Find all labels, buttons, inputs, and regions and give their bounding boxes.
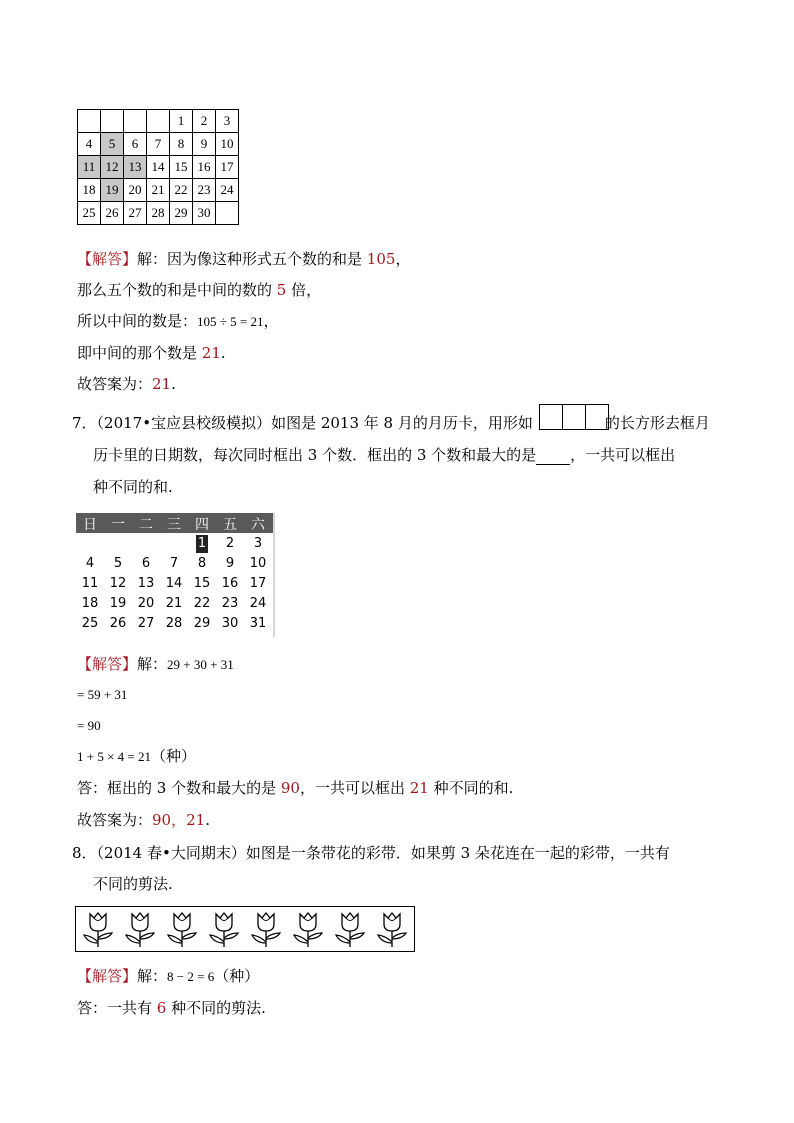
text: 8．（2014 春•大同期末）如图是一条带花的彩带．如果剪 3 朵花连在一起的彩带，一共有 (72, 844, 670, 862)
calendar-header (76, 513, 274, 533)
cal1-cell: 26 (101, 202, 124, 225)
text: 种不同的剪法. (166, 999, 266, 1017)
calendar-day: 9 (225, 556, 235, 571)
cal1-cell (101, 110, 124, 133)
cal1-cell: 18 (78, 179, 101, 202)
cal1-cell: 4 (78, 133, 101, 156)
question7-line2 (93, 445, 675, 465)
cal1-cell-shaded: 5 (101, 133, 124, 156)
cal1-cell-shaded: 12 (101, 156, 124, 179)
text: ，一共可以框出 (299, 779, 410, 797)
tulip-icon (204, 909, 244, 949)
text: ， (263, 312, 279, 330)
answer-label: 【解答】 (77, 250, 138, 268)
question8-line2 (93, 874, 173, 894)
flower-ribbon (75, 906, 415, 952)
tulip-icon (372, 909, 412, 949)
text: （种） (151, 747, 197, 765)
calendar-day: 28 (165, 616, 183, 631)
calendar-day: 2 (225, 536, 235, 551)
text: 种不同的和. (93, 478, 173, 496)
calendar-day: 19 (109, 596, 127, 611)
text: 的长方形去框月 (604, 414, 710, 432)
cal1-cell: 8 (170, 133, 193, 156)
cal1-cell: 22 (170, 179, 193, 202)
cal1-cell (216, 202, 239, 225)
text: 解：因为像这种形式五个数的和是 (137, 250, 367, 268)
text: . (220, 344, 226, 362)
value: 90，21 (152, 811, 206, 829)
value: 21 (152, 375, 172, 393)
weekday-label: 一 (111, 517, 125, 533)
answer7-line1 (77, 654, 234, 675)
answer6-line4 (77, 343, 226, 363)
value: 6 (156, 999, 167, 1017)
weekday-label: 二 (139, 517, 153, 533)
answer6-line3 (77, 311, 279, 332)
answer-blank (536, 448, 570, 465)
cal1-cell: 24 (216, 179, 239, 202)
calendar-day: 13 (137, 576, 155, 591)
text: 倍， (286, 281, 322, 299)
cal1-cell: 9 (193, 133, 216, 156)
value: 90 (280, 779, 300, 797)
calendar-day: 31 (249, 616, 267, 631)
weekday-label: 四 (195, 517, 209, 533)
question7-line3 (93, 477, 173, 497)
calendar-day: 17 (249, 576, 267, 591)
text: ，一共可以框出 (570, 446, 676, 464)
calendar-day: 16 (221, 576, 239, 591)
answer7-line5 (77, 778, 513, 798)
text: （种） (214, 967, 260, 985)
answer6-line2 (77, 280, 321, 300)
question7-line1 (72, 413, 710, 433)
calendar-day: 20 (137, 596, 155, 611)
calendar-day: 4 (85, 556, 95, 571)
math-expression: 8 − 2 = 6 (167, 969, 215, 984)
cal1-cell: 6 (124, 133, 147, 156)
cal1-cell-shaded: 11 (78, 156, 101, 179)
text: 种不同的和. (428, 779, 514, 797)
math-expression: 29 + 30 + 31 (167, 657, 234, 672)
calendar-day: 14 (165, 576, 183, 591)
text: 解： (137, 655, 168, 673)
tulip-icon (330, 909, 370, 949)
value: 21 (409, 779, 429, 797)
weekday-label: 六 (251, 517, 265, 533)
cal1-cell: 16 (193, 156, 216, 179)
cal1-cell: 29 (170, 202, 193, 225)
tulip-icon (120, 909, 160, 949)
three-box-rectangle (539, 404, 609, 430)
cal1-cell: 21 (147, 179, 170, 202)
cal1-cell: 2 (193, 110, 216, 133)
calendar-day: 3 (253, 536, 263, 551)
cal1-cell: 23 (193, 179, 216, 202)
cal1-cell: 3 (216, 110, 239, 133)
text: 解： (137, 967, 168, 985)
calendar-day: 11 (81, 576, 99, 591)
calendar-day: 24 (249, 596, 267, 611)
text: 那么五个数的和是中间的数的 (77, 281, 277, 299)
value: 5 (276, 281, 287, 299)
answer7-line2: = 59 + 31 (77, 687, 128, 702)
answer8-line1 (77, 966, 259, 987)
math-expression: 1 + 5 × 4 = 21 (77, 749, 151, 764)
text: 答：一共有 (77, 999, 157, 1017)
calendar-day: 25 (81, 616, 99, 631)
answer7-line3: = 90 (77, 718, 101, 733)
cal1-cell: 27 (124, 202, 147, 225)
calendar-day: 21 (165, 596, 183, 611)
question8-line1 (72, 843, 670, 863)
calendar-day: 7 (169, 556, 179, 571)
cal1-cell: 14 (147, 156, 170, 179)
cal1-cell-shaded: 13 (124, 156, 147, 179)
answer-label: 【解答】 (77, 967, 138, 985)
text: ， (395, 250, 411, 268)
value: 105 (366, 250, 396, 268)
text: 故答案为： (77, 811, 153, 829)
text: 答：框出的 3 个数和最大的是 (77, 779, 281, 797)
calendar-day: 18 (81, 596, 99, 611)
cal1-cell: 1 (170, 110, 193, 133)
value: 21 (201, 344, 221, 362)
calendar-grid-1 (77, 109, 239, 225)
cal1-cell: 20 (124, 179, 147, 202)
cal1-cell: 30 (193, 202, 216, 225)
cal1-cell: 28 (147, 202, 170, 225)
calendar-day: 23 (221, 596, 239, 611)
calendar-day: 22 (193, 596, 211, 611)
text: . (205, 811, 210, 829)
text: 即中间的那个数是 (77, 344, 202, 362)
calendar-day: 29 (193, 616, 211, 631)
calendar-day: 6 (141, 556, 151, 571)
math-expression: 105 ÷ 5 = 21 (197, 314, 264, 329)
cal1-cell: 10 (216, 133, 239, 156)
tulip-icon (162, 909, 202, 949)
answer6-line1 (77, 249, 410, 269)
calendar-day: 30 (221, 616, 239, 631)
text: 故答案为： (77, 375, 153, 393)
tulip-icon (78, 909, 118, 949)
cal1-cell (147, 110, 170, 133)
cal1-cell: 25 (78, 202, 101, 225)
weekday-label: 五 (223, 517, 237, 533)
answer6-line5 (77, 374, 176, 394)
tulip-icon (288, 909, 328, 949)
calendar-day: 15 (193, 576, 211, 591)
text: . (171, 375, 176, 393)
text: 历卡里的日期数，每次同时框出 3 个数．框出的 3 个数和最大的是 (93, 446, 537, 464)
calendar-day-selected: 1 (197, 536, 207, 551)
cal1-cell (124, 110, 147, 133)
calendar-day: 5 (113, 556, 123, 571)
tulip-icon (246, 909, 286, 949)
cal1-cell (78, 110, 101, 133)
text: 不同的剪法. (93, 875, 173, 893)
answer8-line2 (77, 998, 266, 1018)
text: 所以中间的数是： (77, 312, 198, 330)
cal1-cell: 7 (147, 133, 170, 156)
cal1-cell: 15 (170, 156, 193, 179)
answer7-line4 (77, 746, 196, 767)
calendar-edge (273, 513, 275, 637)
weekday-label: 日 (83, 517, 97, 533)
calendar-day: 27 (137, 616, 155, 631)
answer7-line6 (77, 810, 210, 830)
calendar-day: 10 (249, 556, 267, 571)
cal1-cell-shaded: 19 (101, 179, 124, 202)
calendar-day: 26 (109, 616, 127, 631)
weekday-label: 三 (167, 517, 181, 533)
calendar-day: 8 (197, 556, 207, 571)
cal1-cell: 17 (216, 156, 239, 179)
text: 7．（2017•宝应县校级模拟）如图是 2013 年 8 月的月历卡，用形如 (72, 414, 533, 432)
answer-label: 【解答】 (77, 655, 138, 673)
calendar-day: 12 (109, 576, 127, 591)
calendar-august-2013 (76, 513, 274, 637)
